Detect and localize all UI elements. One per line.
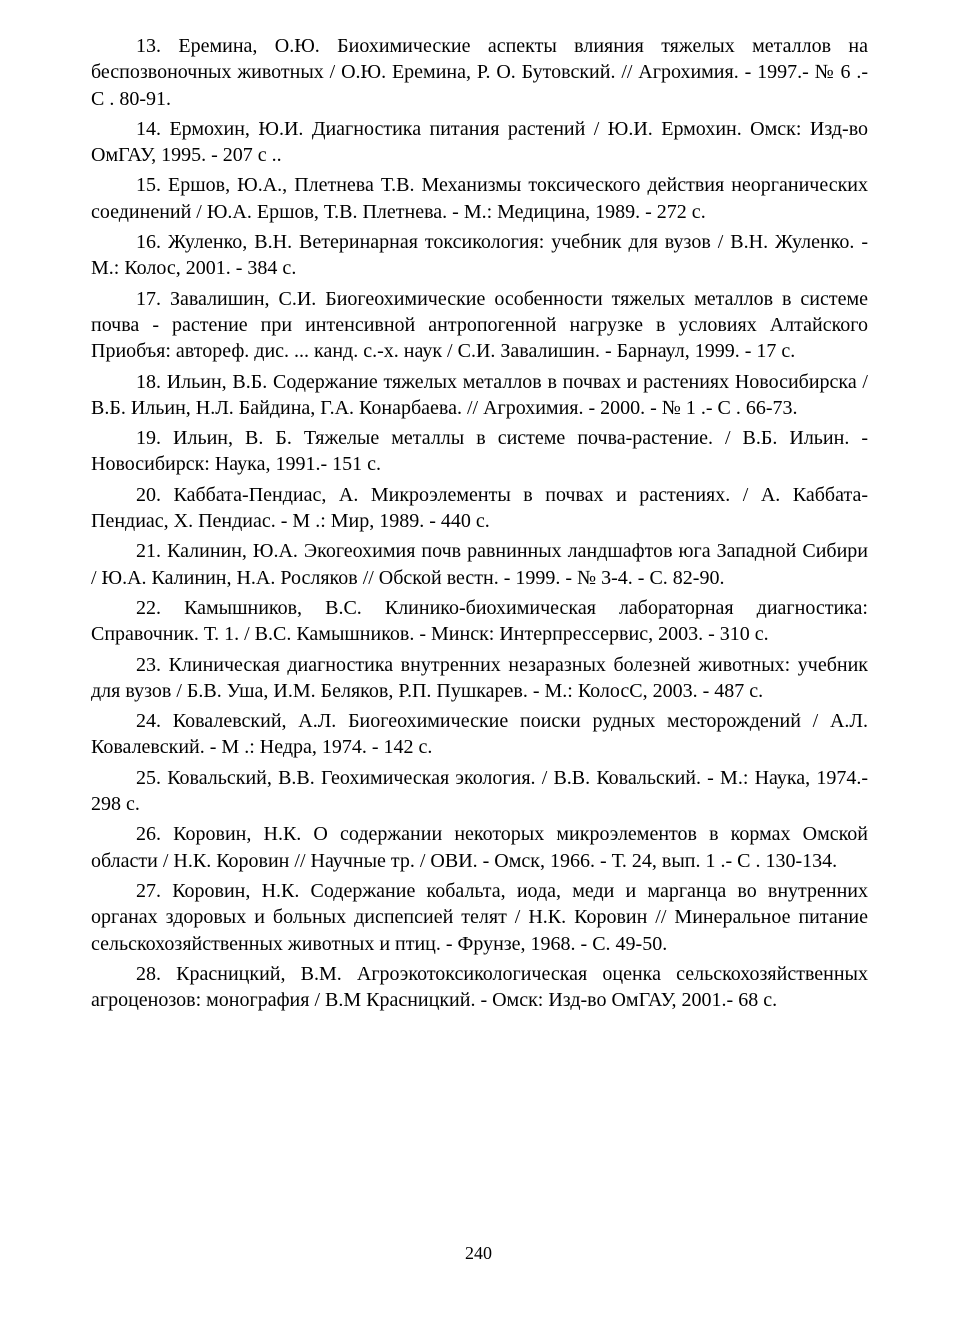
- reference-number: 21.: [136, 540, 161, 563]
- reference-item: [91, 33, 868, 112]
- reference-item: [91, 229, 868, 282]
- reference-item: [91, 286, 868, 365]
- reference-list: [91, 33, 868, 1017]
- reference-text: Еремина, О.Ю. Биохимические аспекты влияния тяжелых металлов на беспозвоночных животных / О.Ю. Еремина, Р. О. Бутовский. // Агрохимия. - 1997.- № 6 .- С . 80-91.: [91, 35, 869, 110]
- reference-number: 15.: [136, 174, 161, 197]
- reference-text: Калинин, Ю.А. Экогеохимия почв равнинных ландшафтов юга Западной Сибири / Ю.А. Калинин, Н.А. Росляков // Обской вестн. - 1999. - № 3-4. - С. 82-90.: [91, 540, 868, 589]
- reference-text: Клиническая диагностика внутренних незаразных болезней животных: учебник для вузов / Б.В. Уша, И.М. Беляков, Р.П. Пушкарев. - М.: КолосС, 2003. - 487 с.: [91, 653, 868, 702]
- reference-item: [91, 961, 868, 1014]
- reference-text: Ковалевский, А.Л. Биогеохимические поиски рудных месторождений / А.Л. Ковалевский. - М .: Недра, 1974. - 142 с.: [91, 710, 868, 759]
- reference-item: [91, 369, 868, 422]
- reference-item: [91, 116, 868, 169]
- reference-number: 27.: [136, 879, 161, 902]
- reference-number: 18.: [136, 370, 161, 393]
- reference-text: Завалишин, С.И. Биогеохимические особенности тяжелых металлов в системе почва - растение при интенсивной антропогенной нагрузке в условиях Алтайского Приобъя: автореф. дис. ... канд. с.-х. наук / С.И. Завалишин. - Барнаул, 1999. - 17 с.: [91, 287, 868, 363]
- reference-text: Коровин, Н.К. Содержание кобальта, иода, меди и марганца во внутренних органах здоровых и больных диспепсией телят / Н.К. Коровин // Минеральное питание сельскохозяйственных животных и птиц. - Фрунзе, 1968. - С. 49-50.: [91, 879, 868, 955]
- reference-number: 16.: [136, 231, 161, 254]
- reference-number: 13.: [136, 35, 161, 57]
- reference-text: Ильин, В. Б. Тяжелые металлы в системе почва-растение. / В.Б. Ильин. - Новосибирск: Наука, 1991.- 151 с.: [91, 427, 869, 476]
- reference-item: [91, 878, 868, 957]
- reference-item: [91, 425, 868, 478]
- reference-item: [91, 538, 868, 591]
- reference-item: [91, 172, 868, 225]
- reference-item: [91, 595, 868, 648]
- reference-number: 24.: [136, 710, 161, 733]
- reference-number: 22.: [136, 596, 161, 619]
- reference-text: Ильин, В.Б. Содержание тяжелых металлов в почвах и растениях Новосибирска / В.Б. Ильин, Н.Л. Байдина, Г.А. Конарбаева. // Агрохимия. - 2000. - № 1 .- С . 66-73.: [91, 370, 868, 419]
- reference-number: 26.: [136, 823, 161, 846]
- reference-item: [91, 765, 868, 818]
- reference-text: Коровин, Н.К. О содержании некоторых микроэлементов в кормах Омской области / Н.К. Коровин // Научные тр. / ОВИ. - Омск, 1966. - Т. 24, вып. 1 .- С . 130-134.: [91, 823, 869, 872]
- reference-number: 14.: [136, 117, 161, 140]
- reference-item: [91, 821, 868, 874]
- reference-item: [91, 652, 868, 705]
- reference-number: 20.: [136, 483, 161, 506]
- reference-item: [91, 482, 868, 535]
- reference-text: Ковальский, В.В. Геохимическая экология. / В.В. Ковальский. - М.: Наука, 1974.- 298 с.: [91, 766, 869, 816]
- reference-number: 25.: [136, 766, 161, 789]
- reference-number: 17.: [136, 287, 161, 310]
- reference-number: 19.: [136, 427, 161, 450]
- reference-text: Ершов, Ю.А., Плетнева Т.В. Механизмы токсического действия неорганических соединений / Ю.А. Ершов, Т.В. Плетнева. - М.: Медицина, 1989. - 272 с.: [91, 174, 868, 223]
- reference-text: Жуленко, В.Н. Ветеринарная токсикология: учебник для вузов / В.Н. Жуленко. - М.: Колос, 2001. - 384 с.: [91, 231, 869, 280]
- reference-text: Красницкий, В.М. Агроэкотоксикологическая оценка сельскохозяйственных агроценозов: монография / В.М Красницкий. - Омск: Изд-во ОмГАУ, 2001.- 68 с.: [91, 962, 868, 1012]
- reference-text: Каббата-Пендиас, А. Микроэлементы в почвах и растениях. / А. Каббата-Пендиас, Х. Пендиас. - М .: Мир, 1989. - 440 с.: [91, 483, 868, 533]
- reference-text: Ермохин, Ю.И. Диагностика питания растений / Ю.И. Ермохин. Омск: Изд-во ОмГАУ, 1995. - 207 с ..: [91, 117, 868, 167]
- reference-number: 23.: [136, 653, 161, 676]
- reference-item: [91, 708, 868, 761]
- reference-text: Камышников, В.С. Клинико-биохимическая лабораторная диагностика: Справочник. Т. 1. / В.С. Камышников. - Минск: Интерпрессервис, 2003. - 310 с.: [91, 596, 868, 646]
- page-number: 240: [465, 1243, 492, 1263]
- reference-number: 28.: [136, 962, 161, 985]
